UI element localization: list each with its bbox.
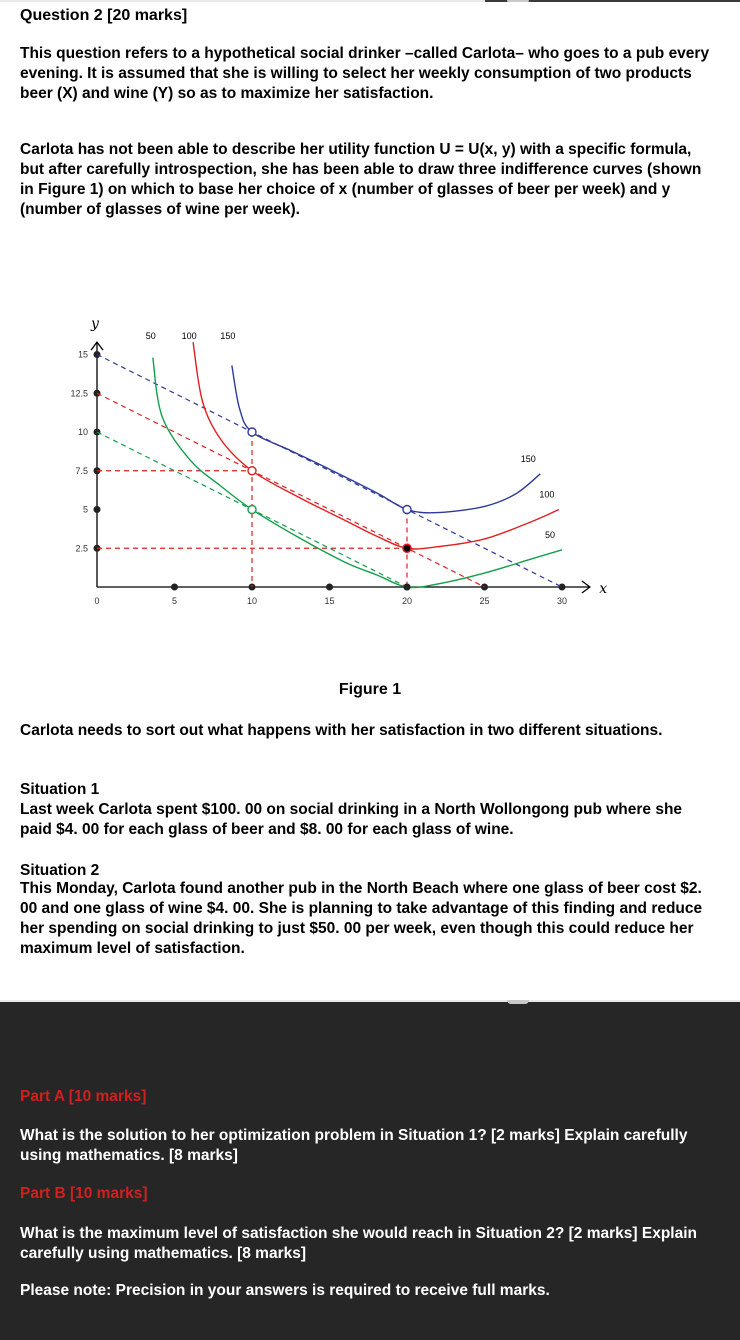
tangency-point: [403, 544, 411, 552]
figure-1-chart: [20, 236, 660, 662]
situation-2-text: This Monday, Carlota found another pub in the North Beach where one glass of beer cost $2. 00 and one glass of wine $4. 00. She is planning to take advantage of this finding and reduce her spending on social drinking to just $50. 00 per week, even though this could reduce her maximum level of satisfaction.: [20, 880, 703, 957]
x-tick-label: 10: [246, 596, 258, 606]
precision-note: Please note: Precision in your answers is required to receive full marks.: [20, 1282, 550, 1299]
curve-label-right: 100: [539, 489, 555, 500]
y-axis-label: y: [91, 316, 99, 333]
scroll-hint-middle: [507, 1000, 529, 1004]
x-tick-dot: [171, 584, 178, 591]
situation-2-title: Situation 2: [20, 862, 100, 879]
indifference-curve: [153, 358, 562, 588]
indifference-curve: [193, 342, 559, 549]
curve-label-right: 150: [520, 453, 536, 464]
situation-1-title: Situation 1: [20, 781, 100, 798]
part-a-title: Part A [10 marks]: [20, 1088, 147, 1105]
tangency-point: [248, 428, 256, 436]
tangency-point: [248, 467, 256, 475]
y-tick-dot: [94, 506, 101, 513]
x-tick-label: 0: [94, 596, 100, 606]
indifference-curve-chart: [20, 236, 660, 662]
budget-line: [97, 393, 485, 587]
situation-1-text: Last week Carlota spent $100. 00 on social drinking in a North Wollongong pub where she paid $4. 00 for each glass of beer and $8. 00 for each glass of wine.: [20, 801, 683, 838]
curve-label-top: 50: [145, 331, 156, 342]
figure-caption: Figure 1: [338, 681, 402, 698]
intro-paragraph-2: Carlota has not been able to describe her utility function U = U(x, y) with a specific formula, but after carefully introspection, she has been able to draw three indifference curves (shown in Figure 1) on which to base her choice of x (number of glasses of beer per week) and y (number of glasses of wine per week).: [20, 141, 702, 218]
curve-label-right: 50: [544, 529, 556, 540]
indifference-curve: [232, 365, 540, 512]
part-a-question: What is the solution to her optimization problem in Situation 1? [2 marks] Explain carefully using mathematics. [8 marks]: [20, 1127, 688, 1164]
y-tick-label: 5: [82, 504, 88, 515]
intro-paragraph-1: This question refers to a hypothetical social drinker –called Carlota– who goes to a pub every evening. It is assumed that she is willing to select her weekly consumption of two products beer (X) and wine (Y) so as to maximize her satisfaction.: [20, 45, 710, 102]
x-tick-label: 15: [324, 596, 335, 606]
tangency-point: [248, 506, 256, 514]
y-tick-label: 10: [77, 427, 88, 437]
y-tick-label: 12.5: [70, 388, 88, 399]
part-b-title: Part B [10 marks]: [20, 1185, 148, 1202]
tangency-point: [403, 506, 411, 514]
part-b-question: What is the maximum level of satisfaction she would reach in Situation 2? [2 marks] Explain carefully using mathematics. [8 marks]: [20, 1225, 697, 1262]
y-tick-label: 7.5: [75, 465, 88, 476]
curve-label-top: 100: [181, 331, 197, 342]
y-tick-label: 2.5: [75, 543, 88, 554]
x-tick-label: 30: [556, 596, 568, 606]
axis-point: [404, 584, 411, 591]
budget-line: [97, 355, 562, 588]
x-tick-dot: [326, 584, 333, 591]
curve-label-top: 150: [220, 331, 236, 342]
x-axis-label: x: [599, 581, 608, 597]
x-tick-label: 20: [401, 596, 413, 606]
x-tick-label: 5: [171, 596, 178, 606]
situations-intro: Carlota needs to sort out what happens with her satisfaction in two different situations.: [20, 722, 663, 739]
y-tick-label: 15: [77, 349, 88, 360]
x-tick-label: 25: [479, 596, 490, 606]
section-divider: [0, 1000, 740, 1002]
question-heading: Question 2 [20 marks]: [20, 7, 188, 24]
